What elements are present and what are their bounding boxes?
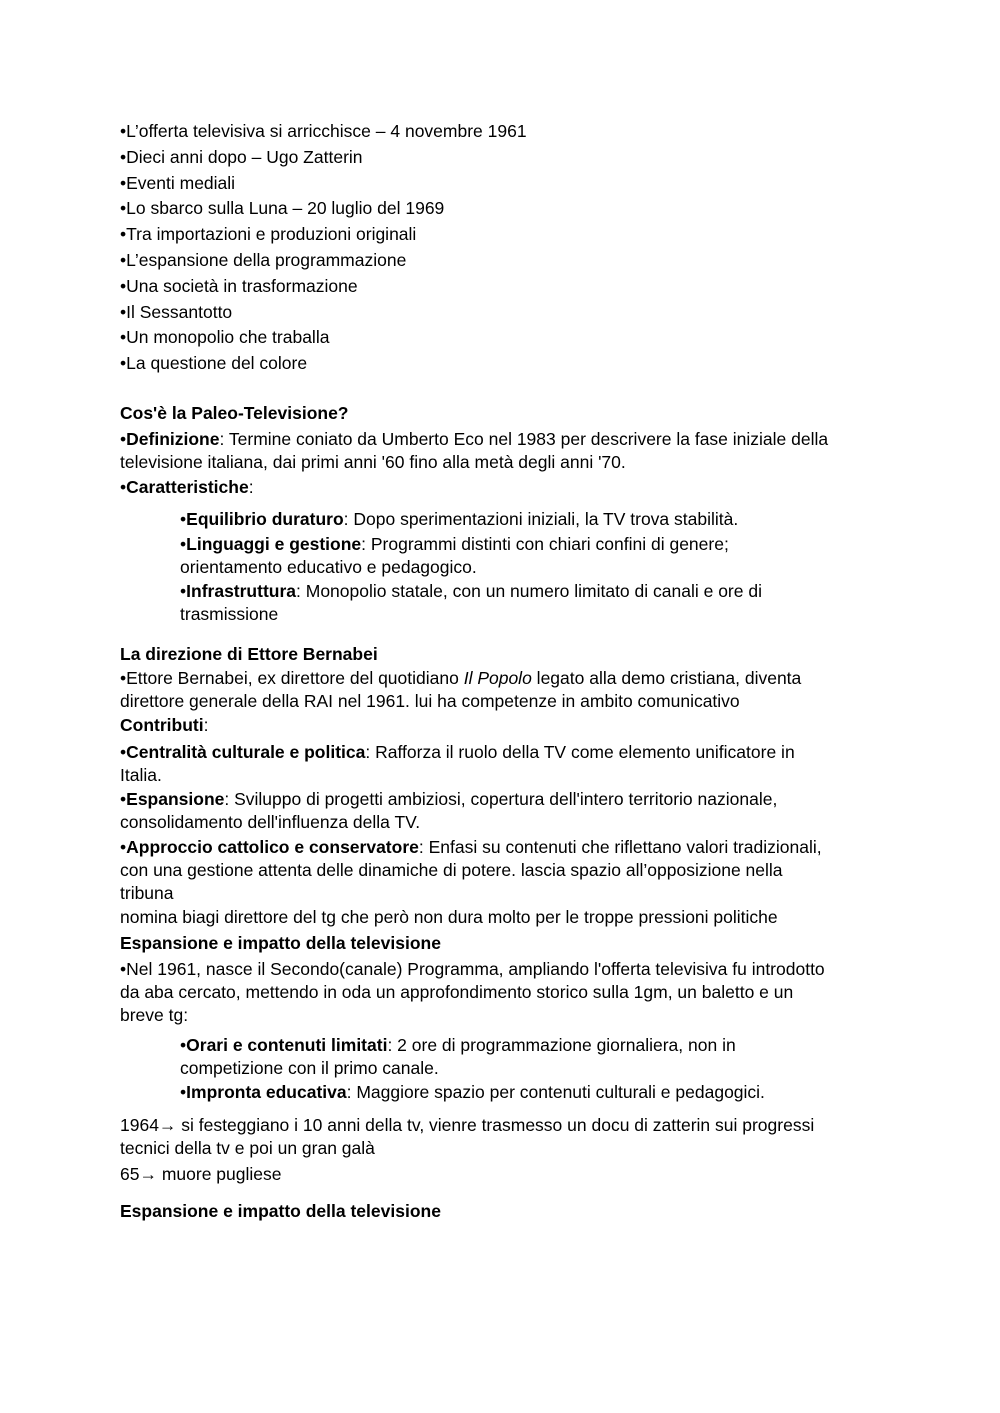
item-label: Approccio cattolico e conservatore [126, 837, 419, 857]
list-item: •La questione del colore [120, 353, 308, 374]
item-label: Linguaggi e gestione [186, 534, 362, 554]
bullet: • [120, 789, 127, 809]
intro-text: •Ettore Bernabei, ex direttore del quotidiano [120, 668, 464, 688]
contributions-title: Contributi [120, 715, 204, 735]
item-text: : Sviluppo di progetti ambiziosi, copertura dell'intero territorio nazionale, [224, 789, 778, 809]
bullet: • [180, 1082, 187, 1102]
bernabei-intro [120, 667, 870, 713]
item-label: Infrastruttura [186, 581, 297, 601]
colon: : [203, 715, 209, 735]
list-item: •L’offerta televisiva si arricchisce – 4 novembre 1961 [120, 121, 527, 141]
list-item: •Tra importazioni e produzioni originali [120, 224, 417, 245]
bullet: • [180, 1035, 187, 1055]
item-text-cont: competizione con il primo canale. [180, 1058, 439, 1078]
item-text: : Programmi distinti con chiari confini di genere; [361, 534, 729, 554]
definition-paragraph [120, 428, 870, 474]
item-text: : Dopo sperimentazioni iniziali, la TV trova stabilità. [343, 509, 739, 529]
item-label: Espansione [126, 789, 225, 809]
list-item [120, 741, 870, 787]
paragraph-line: breve tg: [120, 1005, 189, 1025]
item-label: Impronta educativa [186, 1082, 347, 1102]
item-text: : Maggiore spazio per contenuti culturali e pedagogici. [346, 1082, 765, 1102]
list-item [180, 580, 820, 626]
section-heading-espansione: Espansione e impatto della televisione [120, 933, 441, 953]
list-item [180, 533, 820, 579]
item-label: Orari e contenuti limitati [186, 1035, 388, 1055]
characteristics-title: Caratteristiche [126, 477, 249, 497]
note-line: 1964→ si festeggiano i 10 anni della tv, vienre trasmesso un docu di zatterin sui progressi [120, 1115, 815, 1135]
topic-list [120, 119, 870, 377]
bullet: • [120, 477, 127, 497]
list-item [180, 1081, 820, 1104]
note-1964 [120, 1114, 870, 1160]
bullet: • [120, 429, 127, 449]
list-item [180, 1034, 820, 1080]
list-item: •Lo sbarco sulla Luna – 20 luglio del 1969 [120, 198, 445, 219]
newspaper-name: Il Popolo [463, 668, 532, 688]
note-1965: 65→ muore pugliese [120, 1164, 282, 1184]
item-text-cont: orientamento educativo e pedagogico. [180, 557, 477, 577]
paragraph-line: da aba cercato, mettendo in oda un approfondimento storico sulla 1gm, un baletto e un [120, 982, 794, 1002]
bullet: • [180, 581, 187, 601]
section-heading-final: Espansione e impatto della televisione [120, 1201, 441, 1221]
item-text-cont: trasmissione [180, 604, 279, 624]
item-text: : Monopolio statale, con un numero limitato di canali e ore di [296, 581, 762, 601]
list-item [120, 788, 870, 834]
section-heading-bernabei: La direzione di Ettore Bernabei [120, 644, 378, 664]
paragraph-line: •Nel 1961, nasce il Secondo(canale) Programma, ampliando l'offerta televisiva fu introdotto [120, 959, 825, 979]
list-item: •Eventi mediali [120, 172, 236, 193]
note-line: tecnici della tv e poi un gran galà [120, 1138, 375, 1158]
list-item: •Una società in trasformazione [120, 275, 358, 296]
list-item [120, 836, 870, 905]
intro-text: legato alla demo cristiana, diventa [531, 668, 802, 688]
characteristics-label [120, 476, 870, 499]
bullet: • [180, 534, 187, 554]
item-text-cont: Italia. [120, 765, 162, 785]
definition-text-cont: televisione italiana, dai primi anni '60 fino alla metà degli anni '70. [120, 452, 626, 472]
espansione-paragraph [120, 958, 870, 1027]
item-text-cont: con una gestione attenta delle dinamiche di potere. lascia spazio all’opposizione nella [120, 860, 783, 880]
list-item: •L’espansione della programmazione [120, 249, 407, 270]
bullet: • [120, 742, 127, 762]
note-text: nomina biagi direttore del tg che però non dura molto per le troppe pressioni politiche [120, 907, 778, 927]
definition-label: Definizione [126, 429, 220, 449]
list-item: •Il Sessantotto [120, 301, 233, 322]
item-label: Centralità culturale e politica [126, 742, 366, 762]
list-item: •Dieci anni dopo – Ugo Zatterin [120, 146, 363, 167]
item-text: : 2 ore di programmazione giornaliera, non in [387, 1035, 736, 1055]
definition-text: : Termine coniato da Umberto Eco nel 1983 per descrivere la fase iniziale della [219, 429, 829, 449]
intro-text-cont: direttore generale della RAI nel 1961. lui ha competenze in ambito comunicativo [120, 691, 740, 711]
item-text-cont: consolidamento dell'influenza della TV. [120, 812, 421, 832]
list-item [180, 508, 820, 531]
colon: : [248, 477, 254, 497]
section-heading-paleo: Cos'è la Paleo-Televisione? [120, 403, 349, 423]
bullet: • [120, 837, 127, 857]
item-text: : Rafforza il ruolo della TV come elemento unificatore in [365, 742, 795, 762]
item-text: : Enfasi su contenuti che riflettano valori tradizionali, [418, 837, 822, 857]
contributions-label [120, 714, 870, 737]
item-text-cont: tribuna [120, 883, 174, 903]
list-item: •Un monopolio che traballa [120, 327, 330, 348]
bullet: • [180, 509, 187, 529]
item-label: Equilibrio duraturo [186, 509, 344, 529]
